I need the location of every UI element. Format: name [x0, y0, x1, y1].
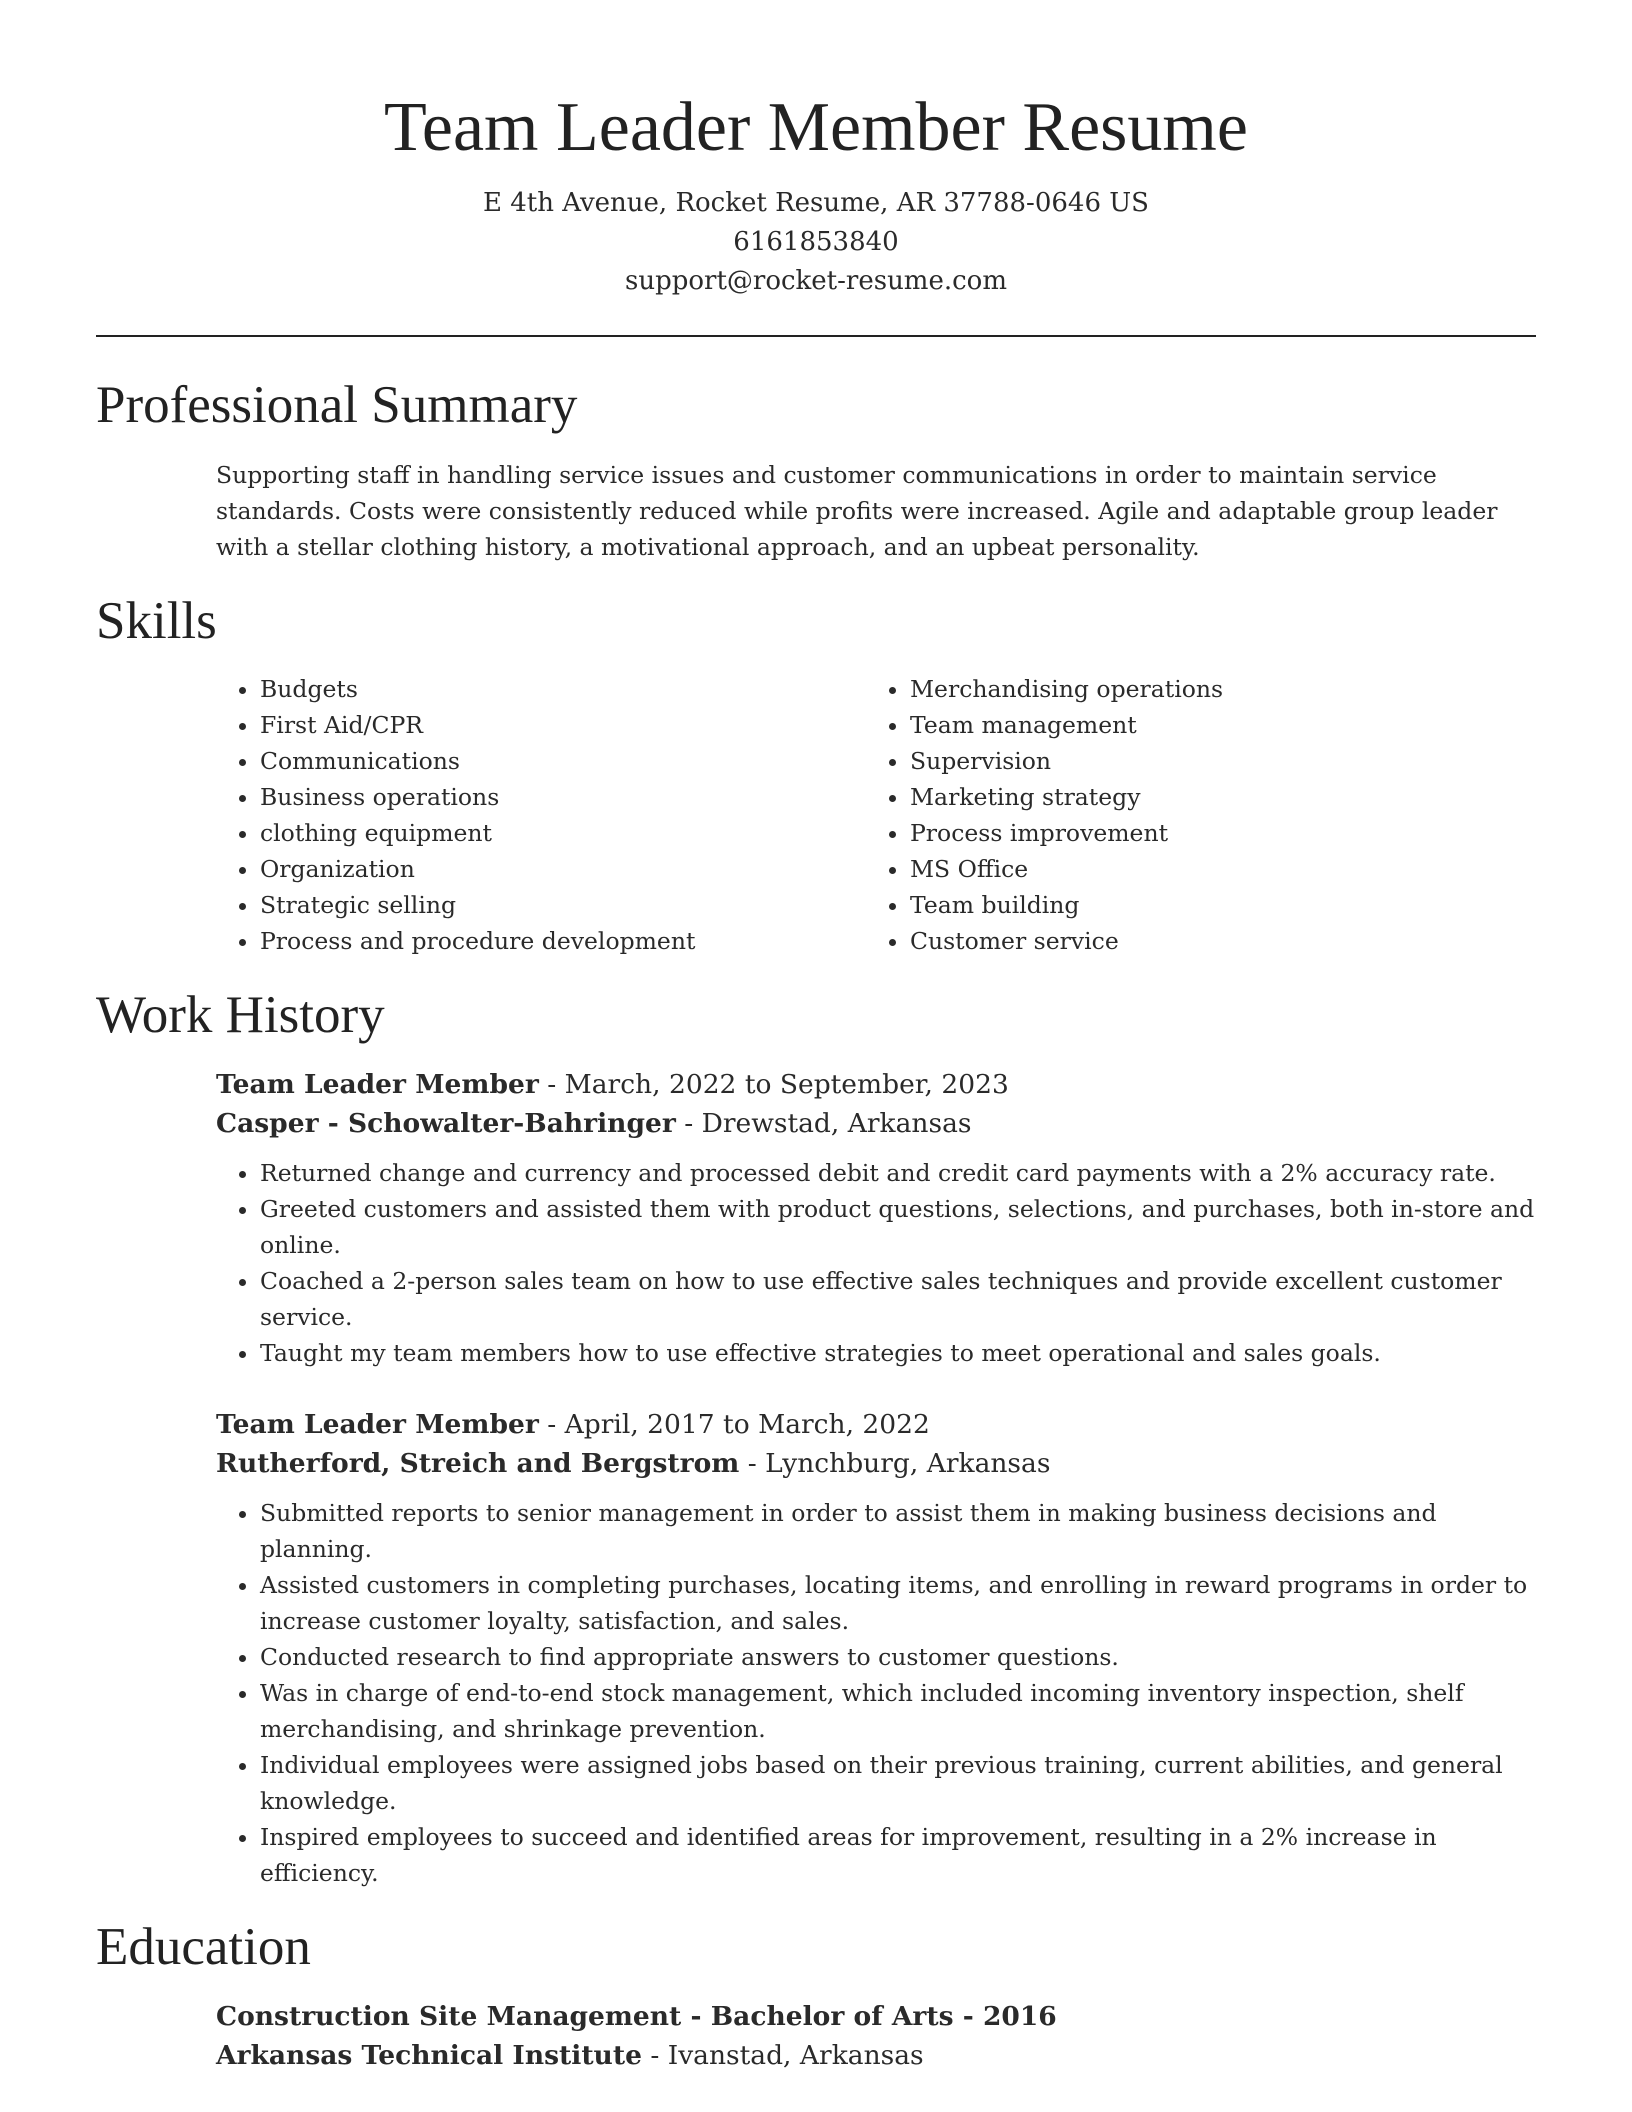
skill-item: • Marketing strategy [910, 779, 1516, 815]
education-degree: Construction Site Management - Bachelor of Arts - 2016 [216, 2001, 1057, 2032]
job-dates: - April, 2017 to March, 2022 [538, 1409, 930, 1440]
skills-heading: Skills [96, 592, 217, 650]
job-location: - Drewstad, Arkansas [675, 1108, 972, 1139]
skill-item: • Process and procedure development [260, 923, 866, 959]
job-company-line [216, 1444, 1536, 1483]
resume-title: Team Leader Member Resume [384, 89, 1248, 166]
job-dates: - March, 2022 to September, 2023 [538, 1069, 1009, 1100]
contact-info [96, 184, 1536, 301]
job-bullet: • Submitted reports to senior management in order to assist them in making business decisions and planning. [260, 1495, 1536, 1567]
job-title-line [216, 1405, 1536, 1444]
skill-item: • MS Office [910, 851, 1516, 887]
skills-column-left [216, 671, 866, 959]
resume-header [96, 0, 1536, 301]
job-position: Team Leader Member [216, 1069, 539, 1100]
skill-item: • Team management [910, 707, 1516, 743]
skill-item: • Budgets [260, 671, 866, 707]
job-bullet: • Inspired employees to succeed and identified areas for improvement, resulting in a 2% increase in efficiency. [260, 1819, 1536, 1891]
summary-section [96, 373, 1536, 565]
education-degree-line [216, 1997, 1536, 2036]
summary-heading: Professional Summary [96, 376, 578, 434]
skill-item: • Organization [260, 851, 866, 887]
job-company-line [216, 1104, 1536, 1143]
job-bullet: • Conducted research to find appropriate answers to customer questions. [260, 1639, 1536, 1675]
job-bullet: • Taught my team members how to use effective strategies to meet operational and sales goals. [260, 1335, 1536, 1371]
job-bullet: • Individual employees were assigned jobs based on their previous training, current abilities, and general knowledge. [260, 1747, 1536, 1819]
skill-item: • Strategic selling [260, 887, 866, 923]
job-bullet: • Was in charge of end-to-end stock management, which included incoming inventory inspection, shelf merchandising, and shrinkage prevention. [260, 1675, 1536, 1747]
skill-item: • Communications [260, 743, 866, 779]
job-bullet: • Returned change and currency and processed debit and credit card payments with a 2% accuracy rate. [260, 1155, 1536, 1191]
skill-item: • Process improvement [910, 815, 1516, 851]
skill-item: • First Aid/CPR [260, 707, 866, 743]
header-divider [96, 335, 1536, 337]
contact-email: support@rocket-resume.com [624, 266, 1007, 296]
job-entry [216, 1405, 1536, 1891]
job-position: Team Leader Member [216, 1409, 539, 1440]
job-bullets [216, 1495, 1536, 1891]
contact-address: E 4th Avenue, Rocket Resume, AR 37788-0646 US [483, 188, 1149, 218]
skill-item: • Team building [910, 887, 1516, 923]
skill-item: • clothing equipment [260, 815, 866, 851]
summary-text: Supporting staff in handling service issues and customer communications in order to maintain service standards. Costs were consistently reduced while profits were increased. Agile and adaptable group leader with a stellar clothing history, a motivational approach, and an upbeat personality. [216, 461, 1498, 561]
job-bullet: • Assisted customers in completing purchases, locating items, and enrolling in reward programs in order to increase customer loyalty, satisfaction, and sales. [260, 1567, 1536, 1639]
skill-item: • Business operations [260, 779, 866, 815]
job-title-line [216, 1065, 1536, 1104]
work-history-heading: Work History [96, 986, 385, 1044]
education-heading: Education [96, 1918, 311, 1976]
skills-section [96, 589, 1536, 959]
education-school: Arkansas Technical Institute [216, 2040, 642, 2071]
education-section [96, 1915, 1536, 2075]
work-history-section [96, 983, 1536, 1891]
skills-column-right [866, 671, 1516, 959]
education-school-line [216, 2036, 1536, 2075]
job-entry [216, 1065, 1536, 1371]
skills-grid [216, 671, 1536, 959]
skill-item: • Merchandising operations [910, 671, 1516, 707]
job-company: Rutherford, Streich and Bergstrom [216, 1448, 740, 1479]
skill-item: • Customer service [910, 923, 1516, 959]
education-location: - Ivanstad, Arkansas [641, 2040, 924, 2071]
job-bullet: • Greeted customers and assisted them with product questions, selections, and purchases, both in-store and online. [260, 1191, 1536, 1263]
contact-phone: 6161853840 [733, 227, 899, 257]
education-entry [216, 1997, 1536, 2075]
skill-item: • Supervision [910, 743, 1516, 779]
job-bullets [216, 1155, 1536, 1371]
job-bullet: • Coached a 2-person sales team on how to use effective sales techniques and provide excellent customer service. [260, 1263, 1536, 1335]
job-company: Casper - Schowalter-Bahringer [216, 1108, 676, 1139]
job-location: - Lynchburg, Arkansas [739, 1448, 1051, 1479]
